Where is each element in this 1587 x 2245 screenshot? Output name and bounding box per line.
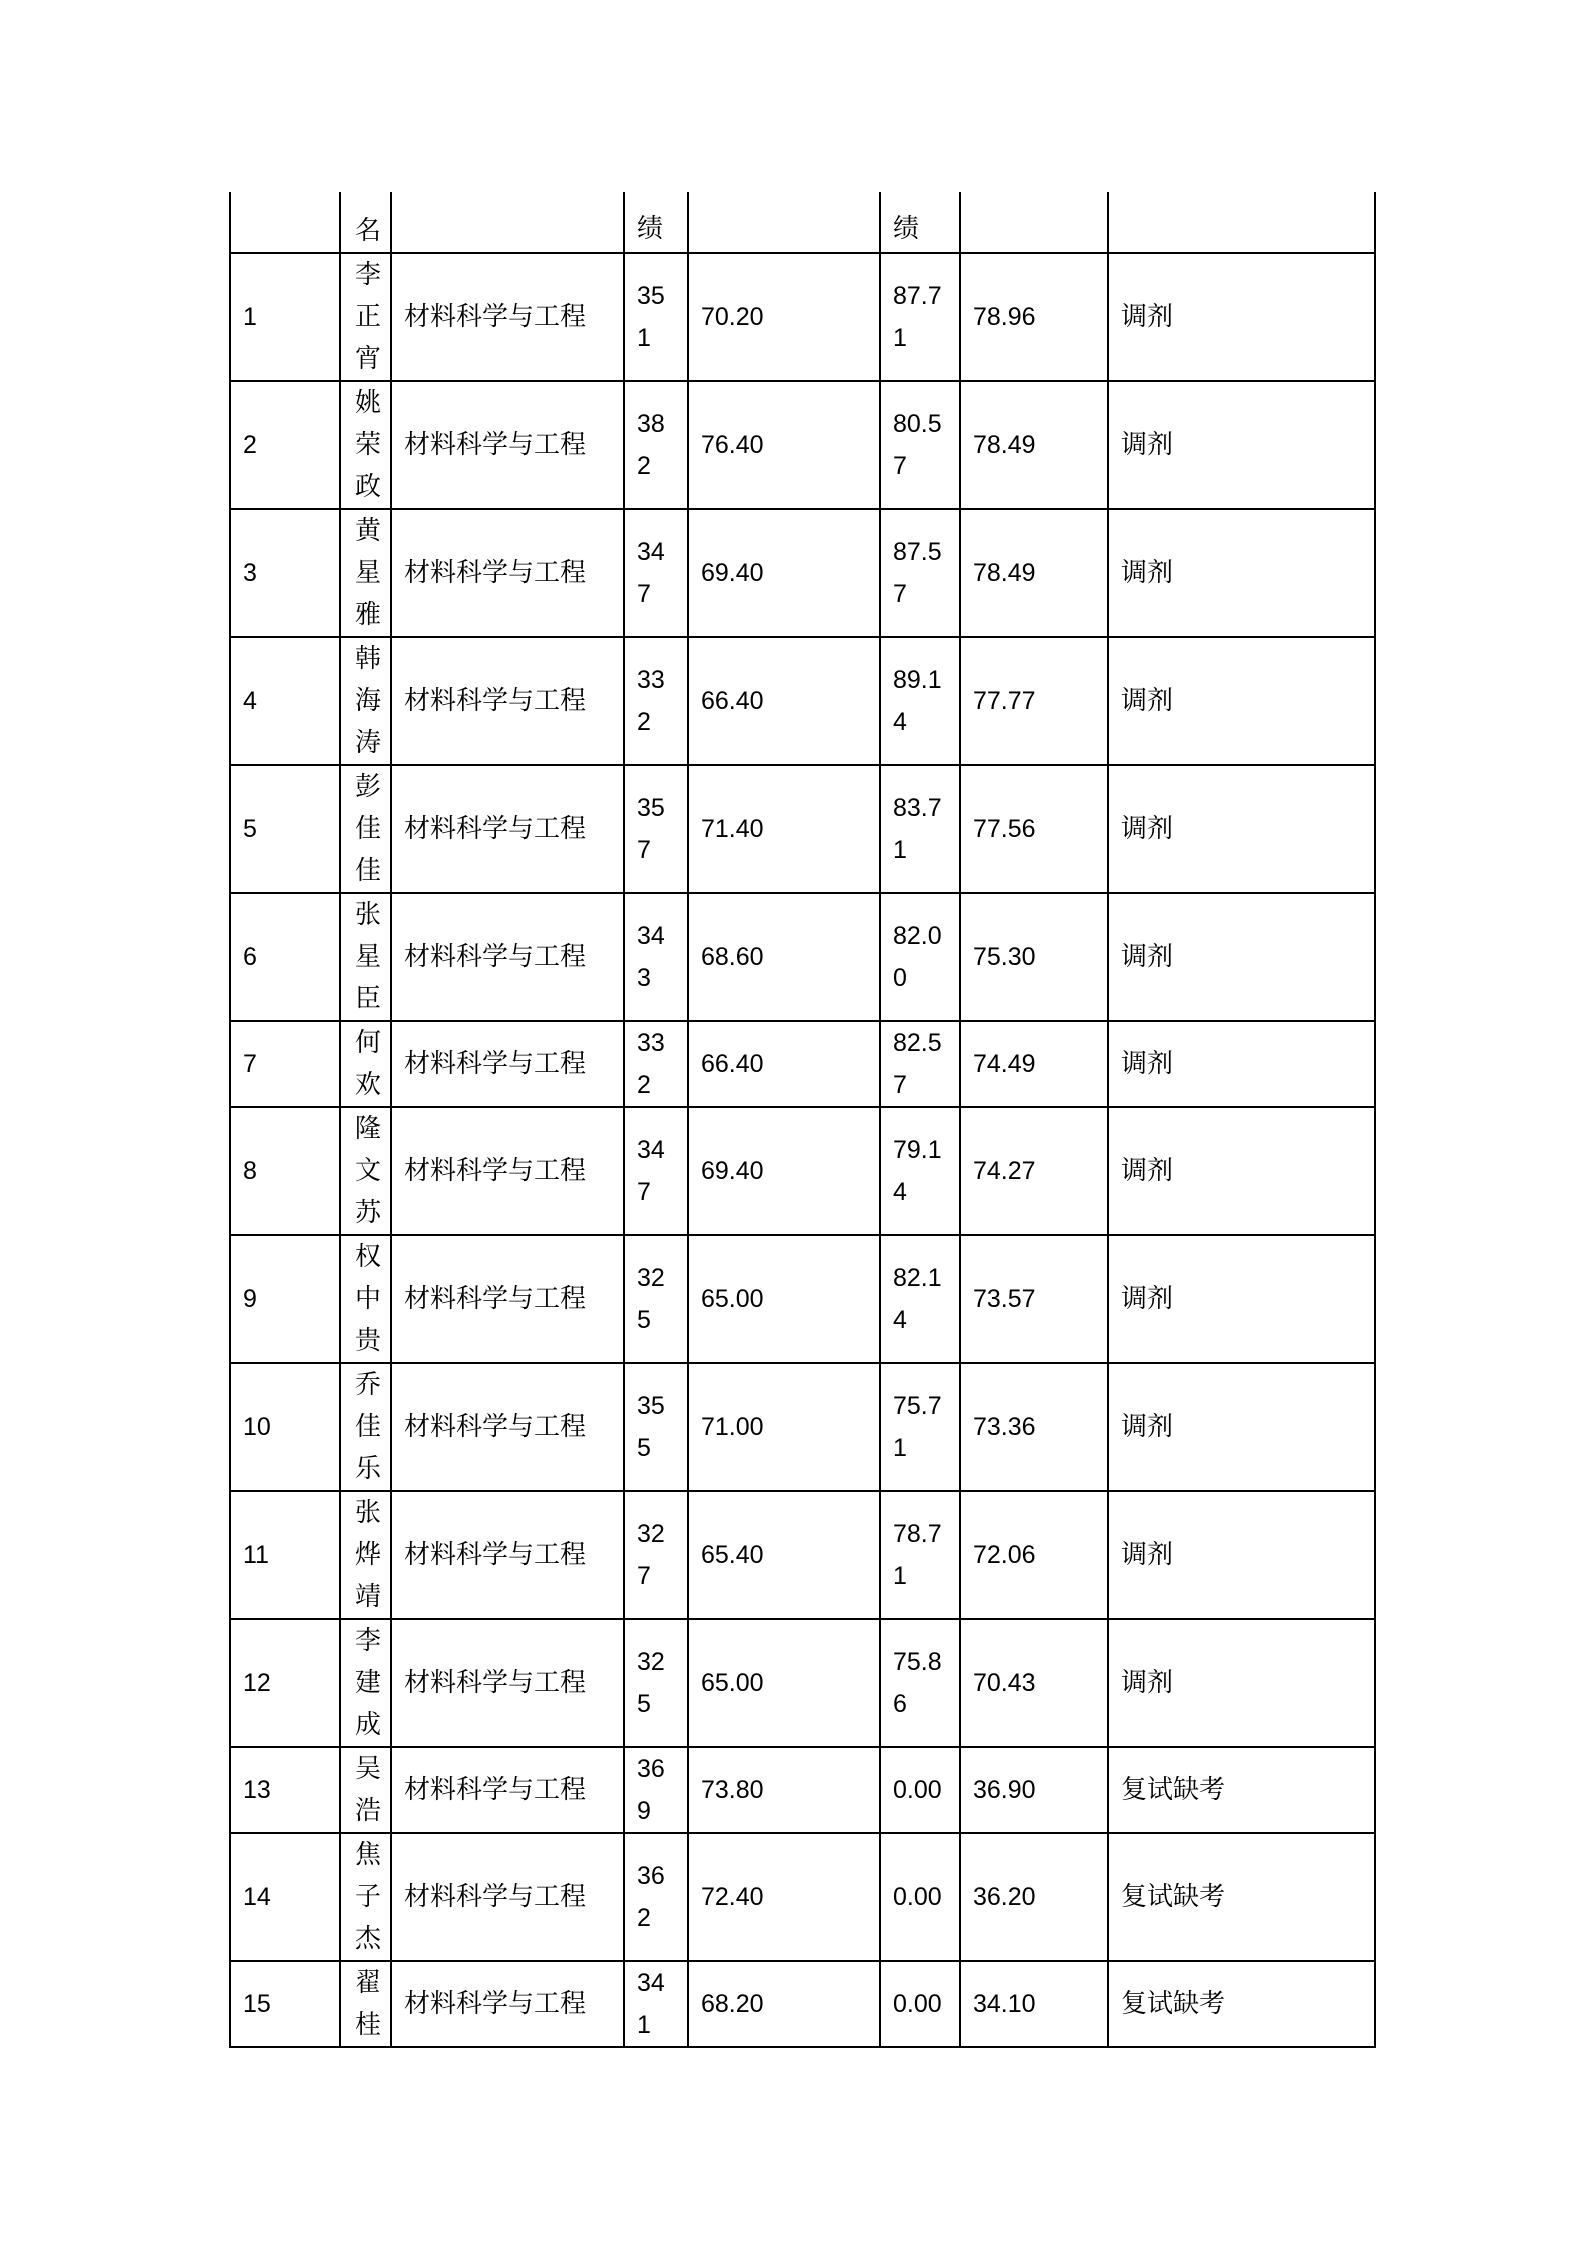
- header-cell-note: [1108, 192, 1375, 253]
- cell-weighted-score: 69.40: [688, 1107, 880, 1235]
- cell-initial-score: 347: [624, 1107, 688, 1235]
- cell-total-score: 73.57: [960, 1235, 1108, 1363]
- cell-interview-score: 87.57: [880, 509, 960, 637]
- cell-major: 材料科学与工程: [391, 637, 624, 765]
- header-cell-total: [960, 192, 1108, 253]
- cell-note: 复试缺考: [1108, 1961, 1375, 2047]
- cell-name: 张星臣: [340, 893, 391, 1021]
- cell-name: 权中贵: [340, 1235, 391, 1363]
- cell-note: 调剂: [1108, 1235, 1375, 1363]
- cell-weighted-score: 65.00: [688, 1619, 880, 1747]
- cell-major: 材料科学与工程: [391, 1021, 624, 1107]
- cell-weighted-score: 66.40: [688, 637, 880, 765]
- cell-interview-score: 75.71: [880, 1363, 960, 1491]
- cell-weighted-score: 65.00: [688, 1235, 880, 1363]
- cell-name: 黄星雅: [340, 509, 391, 637]
- table-row: [230, 253, 1375, 381]
- cell-weighted-score: 71.00: [688, 1363, 880, 1491]
- cell-initial-score: 332: [624, 1021, 688, 1107]
- cell-interview-score: 0.00: [880, 1747, 960, 1833]
- cell-name: 乔佳乐: [340, 1363, 391, 1491]
- cell-interview-score: 82.14: [880, 1235, 960, 1363]
- cell-interview-score: 80.57: [880, 381, 960, 509]
- cell-weighted-score: 72.40: [688, 1833, 880, 1961]
- cell-interview-score: 82.00: [880, 893, 960, 1021]
- cell-total-score: 75.30: [960, 893, 1108, 1021]
- cell-no: 5: [230, 765, 340, 893]
- cell-note: 调剂: [1108, 1021, 1375, 1107]
- table-row: [230, 381, 1375, 509]
- cell-no: 3: [230, 509, 340, 637]
- cell-no: 4: [230, 637, 340, 765]
- cell-no: 9: [230, 1235, 340, 1363]
- cell-total-score: 74.27: [960, 1107, 1108, 1235]
- cell-total-score: 36.20: [960, 1833, 1108, 1961]
- cell-total-score: 77.77: [960, 637, 1108, 765]
- cell-total-score: 70.43: [960, 1619, 1108, 1747]
- cell-name: 隆文苏: [340, 1107, 391, 1235]
- cell-initial-score: 327: [624, 1491, 688, 1619]
- cell-weighted-score: 73.80: [688, 1747, 880, 1833]
- cell-major: 材料科学与工程: [391, 1107, 624, 1235]
- table-body: [230, 192, 1375, 2047]
- table-row: [230, 1833, 1375, 1961]
- cell-major: 材料科学与工程: [391, 1491, 624, 1619]
- table-row: [230, 1961, 1375, 2047]
- table-row: [230, 509, 1375, 637]
- cell-interview-score: 89.14: [880, 637, 960, 765]
- cell-interview-score: 82.57: [880, 1021, 960, 1107]
- cell-note: 调剂: [1108, 381, 1375, 509]
- cell-no: 10: [230, 1363, 340, 1491]
- cell-no: 12: [230, 1619, 340, 1747]
- header-cell-weighted: [688, 192, 880, 253]
- cell-total-score: 78.49: [960, 381, 1108, 509]
- table-row: [230, 1747, 1375, 1833]
- cell-name: 彭佳佳: [340, 765, 391, 893]
- cell-initial-score: 332: [624, 637, 688, 765]
- cell-initial-score: 325: [624, 1235, 688, 1363]
- cell-major: 材料科学与工程: [391, 1363, 624, 1491]
- cell-weighted-score: 76.40: [688, 381, 880, 509]
- cell-weighted-score: 69.40: [688, 509, 880, 637]
- table-row: [230, 1235, 1375, 1363]
- cell-initial-score: 357: [624, 765, 688, 893]
- cell-name: 韩海涛: [340, 637, 391, 765]
- cell-no: 7: [230, 1021, 340, 1107]
- cell-initial-score: 351: [624, 253, 688, 381]
- cell-no: 2: [230, 381, 340, 509]
- cell-note: 调剂: [1108, 1107, 1375, 1235]
- cell-total-score: 36.90: [960, 1747, 1108, 1833]
- cell-no: 1: [230, 253, 340, 381]
- cell-interview-score: 87.71: [880, 253, 960, 381]
- table-row: [230, 893, 1375, 1021]
- score-table: [229, 192, 1376, 2048]
- cell-note: 调剂: [1108, 1363, 1375, 1491]
- header-cell-score: 绩: [624, 192, 688, 253]
- cell-total-score: 73.36: [960, 1363, 1108, 1491]
- header-cell-name: 名: [340, 192, 391, 253]
- cell-major: 材料科学与工程: [391, 381, 624, 509]
- cell-major: 材料科学与工程: [391, 893, 624, 1021]
- cell-initial-score: 343: [624, 893, 688, 1021]
- cell-no: 6: [230, 893, 340, 1021]
- cell-total-score: 78.96: [960, 253, 1108, 381]
- cell-weighted-score: 70.20: [688, 253, 880, 381]
- cell-initial-score: 382: [624, 381, 688, 509]
- cell-name: 姚荣政: [340, 381, 391, 509]
- cell-major: 材料科学与工程: [391, 1833, 624, 1961]
- table-row: [230, 1619, 1375, 1747]
- cell-initial-score: 347: [624, 509, 688, 637]
- cell-weighted-score: 68.60: [688, 893, 880, 1021]
- cell-initial-score: 341: [624, 1961, 688, 2047]
- cell-interview-score: 0.00: [880, 1833, 960, 1961]
- table-row: [230, 637, 1375, 765]
- cell-name: 焦子杰: [340, 1833, 391, 1961]
- table-row: [230, 765, 1375, 893]
- cell-weighted-score: 71.40: [688, 765, 880, 893]
- header-cell-major: [391, 192, 624, 253]
- header-row-fragment: [230, 192, 1375, 253]
- table-row: [230, 1363, 1375, 1491]
- cell-no: 8: [230, 1107, 340, 1235]
- cell-name: 翟桂: [340, 1961, 391, 2047]
- cell-name: 何欢: [340, 1021, 391, 1107]
- cell-initial-score: 369: [624, 1747, 688, 1833]
- cell-major: 材料科学与工程: [391, 1235, 624, 1363]
- cell-no: 15: [230, 1961, 340, 2047]
- cell-no: 14: [230, 1833, 340, 1961]
- cell-initial-score: 325: [624, 1619, 688, 1747]
- cell-interview-score: 83.71: [880, 765, 960, 893]
- cell-major: 材料科学与工程: [391, 1747, 624, 1833]
- cell-major: 材料科学与工程: [391, 1961, 624, 2047]
- cell-interview-score: 0.00: [880, 1961, 960, 2047]
- cell-note: 调剂: [1108, 1491, 1375, 1619]
- cell-no: 11: [230, 1491, 340, 1619]
- cell-major: 材料科学与工程: [391, 765, 624, 893]
- cell-note: 调剂: [1108, 253, 1375, 381]
- cell-initial-score: 362: [624, 1833, 688, 1961]
- cell-weighted-score: 65.40: [688, 1491, 880, 1619]
- cell-total-score: 77.56: [960, 765, 1108, 893]
- cell-total-score: 78.49: [960, 509, 1108, 637]
- cell-total-score: 72.06: [960, 1491, 1108, 1619]
- cell-no: 13: [230, 1747, 340, 1833]
- cell-total-score: 34.10: [960, 1961, 1108, 2047]
- cell-weighted-score: 68.20: [688, 1961, 880, 2047]
- cell-note: 调剂: [1108, 1619, 1375, 1747]
- cell-note: 调剂: [1108, 893, 1375, 1021]
- cell-name: 张烨靖: [340, 1491, 391, 1619]
- cell-weighted-score: 66.40: [688, 1021, 880, 1107]
- cell-interview-score: 78.71: [880, 1491, 960, 1619]
- table-row: [230, 1491, 1375, 1619]
- cell-major: 材料科学与工程: [391, 1619, 624, 1747]
- cell-major: 材料科学与工程: [391, 253, 624, 381]
- cell-note: 复试缺考: [1108, 1833, 1375, 1961]
- table-row: [230, 1107, 1375, 1235]
- cell-note: 调剂: [1108, 509, 1375, 637]
- cell-major: 材料科学与工程: [391, 509, 624, 637]
- header-cell-no: [230, 192, 340, 253]
- cell-initial-score: 355: [624, 1363, 688, 1491]
- cell-total-score: 74.49: [960, 1021, 1108, 1107]
- table-row: [230, 1021, 1375, 1107]
- cell-name: 李建成: [340, 1619, 391, 1747]
- cell-note: 调剂: [1108, 765, 1375, 893]
- cell-name: 李正宵: [340, 253, 391, 381]
- header-cell-interview: 绩: [880, 192, 960, 253]
- cell-interview-score: 79.14: [880, 1107, 960, 1235]
- cell-note: 复试缺考: [1108, 1747, 1375, 1833]
- cell-name: 吴浩: [340, 1747, 391, 1833]
- cell-interview-score: 75.86: [880, 1619, 960, 1747]
- cell-note: 调剂: [1108, 637, 1375, 765]
